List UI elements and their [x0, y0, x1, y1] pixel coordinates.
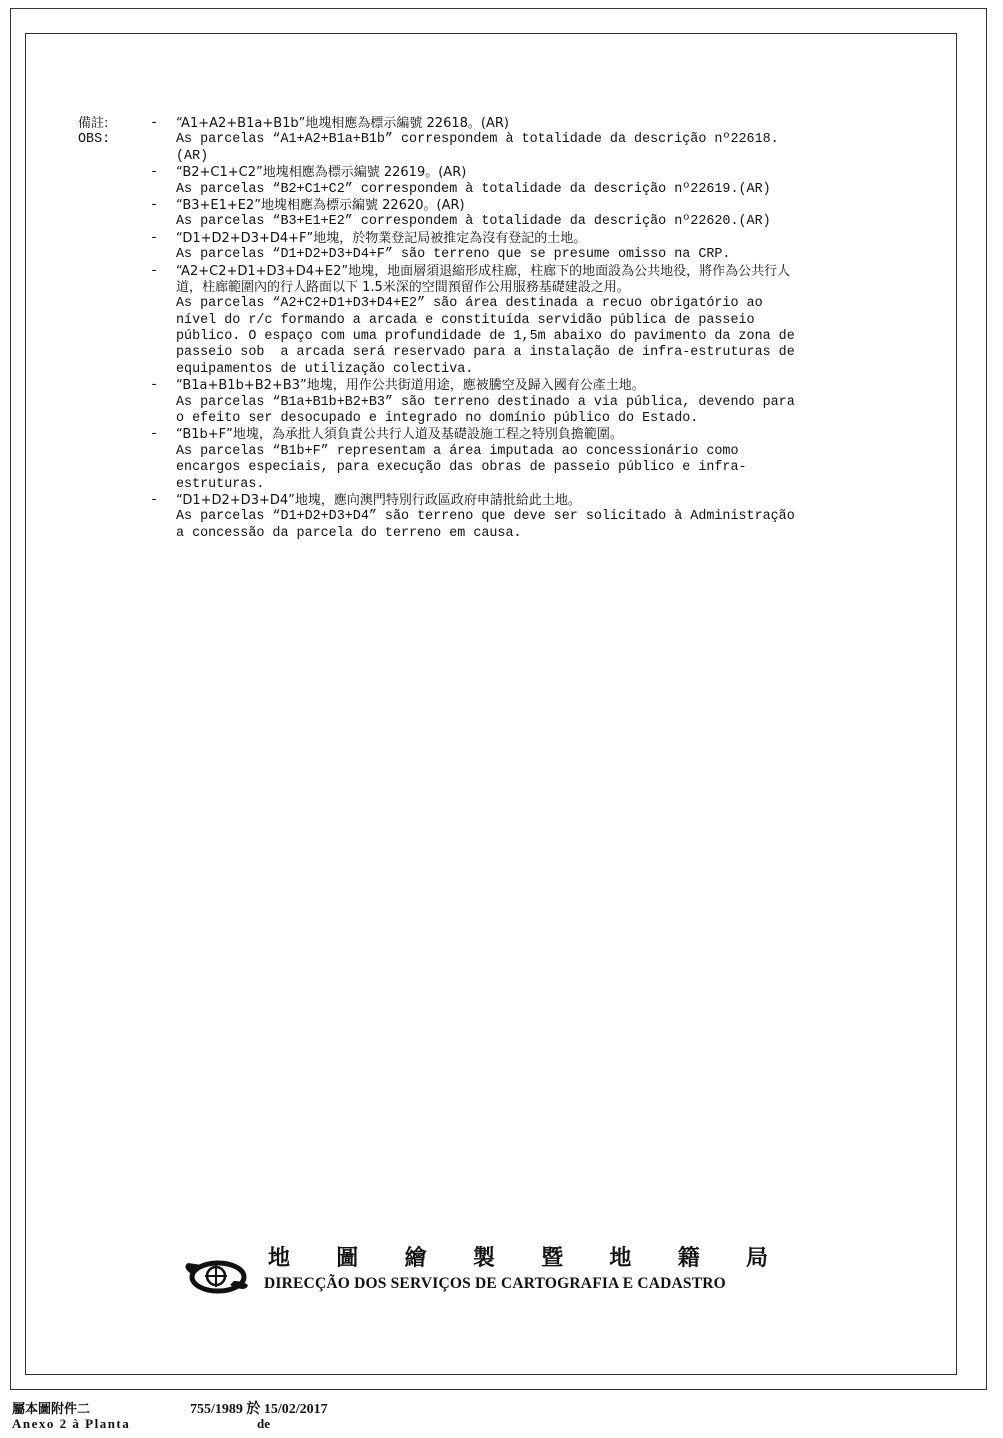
agency-name-zh-char: 圖: [336, 1245, 359, 1271]
agency-name-zh-char: 暨: [541, 1245, 564, 1271]
notes-list: [150, 116, 910, 542]
footer-de: de: [257, 1416, 270, 1431]
agency-name-pt: DIRECÇÃO DOS SERVIÇOS DE CARTOGRAFIA E CADASTRO: [264, 1275, 726, 1292]
note-line: 道，柱廊範圍內的行人路面以下 1.5米深的空間預留作公用服務基礎建設之用。: [176, 279, 630, 295]
note-line: “A1+A2+B1a+B1b”地塊相應為標示編號 22618。(AR): [176, 116, 509, 131]
note-bullet: -: [150, 263, 159, 279]
note-item: [150, 231, 910, 264]
note-item: [150, 116, 910, 165]
note-line: o efeito ser desocupado e integrado no domínio público do Estado.: [176, 411, 699, 427]
agency-name-zh-char: 製: [472, 1245, 495, 1271]
note-line: público. O espaço com uma profundidade de 1,5m abaixo do pavimento da zona de: [176, 329, 795, 345]
note-bullet: -: [150, 427, 159, 443]
note-line: As parcelas “B1a+B1b+B2+B3” são terreno destinado a via pública, devendo para: [176, 394, 795, 410]
footer-plan-number: 755/1989 於 15/02/2017: [190, 1402, 328, 1417]
note-line: As parcelas “A1+A2+B1a+B1b” correspondem à totalidade da descrição nº22618.: [176, 132, 779, 148]
label-pt: OBS:: [78, 132, 111, 148]
note-line: passeio sob a arcada será reservado para a instalação de infra-estruturas de: [176, 345, 795, 361]
agency-name-zh-char: 繪: [404, 1245, 427, 1271]
note-line: equipamentos de utilização colectiva.: [176, 361, 474, 377]
note-line: “B1a+B1b+B2+B3”地塊，用作公共街道用途，應被騰空及歸入國有公產土地。: [176, 378, 645, 394]
note-line: As parcelas “B1b+F” representam a área imputada ao concessionário como: [176, 443, 739, 459]
note-bullet: -: [150, 492, 159, 508]
note-line: (AR): [176, 148, 209, 164]
note-item: [150, 165, 910, 198]
note-item: [150, 264, 910, 379]
note-bullet: -: [150, 197, 159, 213]
note-item: [150, 427, 910, 493]
note-line: “D1+D2+D3+D4+F”地塊，於物業登記局被推定為沒有登記的土地。: [176, 230, 587, 246]
notes-label: [78, 116, 110, 149]
agency-name-zh-char: 局: [745, 1245, 768, 1271]
agency-name-zh: [268, 1241, 768, 1272]
note-item: [150, 378, 910, 427]
note-line: As parcelas “A2+C2+D1+D3+D4+E2” são área destinada a recuo obrigatório ao: [176, 296, 763, 312]
footer-annex-zh: 屬本圖附件二: [12, 1402, 91, 1417]
note-line: As parcelas “D1+D2+D3+D4” são terreno que deve ser solicitado à Administração: [176, 509, 795, 525]
note-line: estruturas.: [176, 476, 265, 492]
note-line: “B3+E1+E2”地塊相應為標示編號 22620。(AR): [176, 197, 465, 213]
label-zh: 備註:: [78, 116, 109, 131]
note-line: As parcelas “B2+C1+C2” correspondem à totalidade da descrição nº22619.(AR): [176, 181, 771, 197]
footer-annex-pt: Anexo 2 à Planta: [12, 1416, 131, 1431]
note-line: a concessão da parcela do terreno em causa.: [176, 525, 522, 541]
agency-logo-block: [180, 1245, 820, 1305]
note-line: “B1b+F”地塊，為承批人須負責公共行人道及基礎設施工程之特別負擔範圍。: [176, 427, 623, 443]
note-line: nível do r/c formando a arcada e constituída servidão pública de passeio: [176, 312, 755, 328]
dscc-logo-icon: [180, 1255, 250, 1295]
agency-name-zh-char: 地: [268, 1245, 291, 1271]
agency-name-zh-char: 籍: [677, 1245, 700, 1271]
note-line: As parcelas “B3+E1+E2” correspondem à totalidade da descrição nº22620.(AR): [176, 214, 771, 230]
note-line: “B2+C1+C2”地塊相應為標示編號 22619。(AR): [176, 165, 467, 181]
note-line: encargos especiais, para execução das obras de passeio público e infra-: [176, 460, 747, 476]
note-bullet: -: [150, 378, 159, 394]
note-line: As parcelas “D1+D2+D3+D4+F” são terreno que se presume omisso na CRP.: [176, 247, 731, 263]
note-line: “A2+C2+D1+D3+D4+E2”地塊，地面層須退縮形成柱廊，柱廊下的地面設為公共地役，將作為公共行人: [176, 263, 791, 279]
note-line: “D1+D2+D3+D4”地塊，應向澳門特別行政區政府申請批給此土地。: [176, 492, 581, 508]
note-bullet: -: [150, 230, 159, 246]
agency-name-zh-char: 地: [609, 1245, 632, 1271]
note-item: [150, 493, 910, 542]
note-bullet: -: [150, 116, 159, 131]
note-bullet: -: [150, 165, 159, 181]
note-item: [150, 198, 910, 231]
